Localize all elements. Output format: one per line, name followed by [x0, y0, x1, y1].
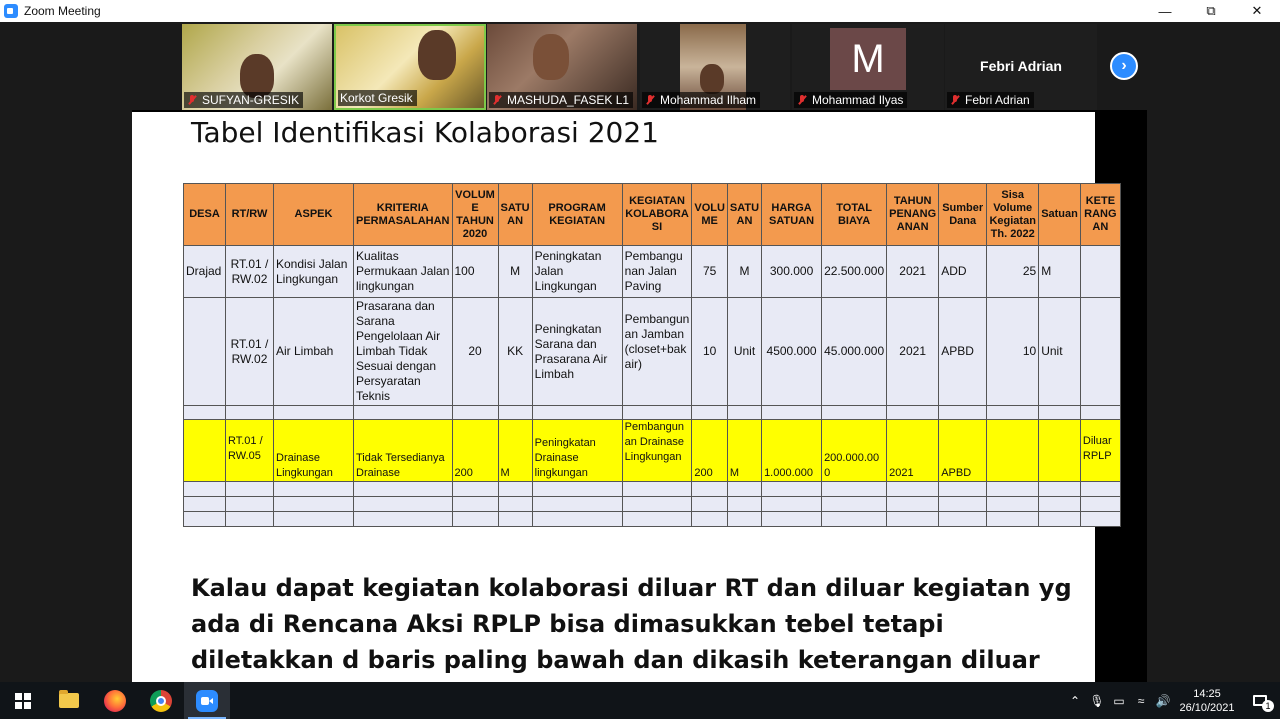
table-cell: 1.000.000 — [762, 420, 822, 482]
participant-nameplate: Mohammad Ilham — [642, 92, 760, 108]
volume-icon[interactable]: 🔊 — [1155, 693, 1171, 708]
participant-avatar: M — [830, 28, 906, 90]
collaboration-table — [183, 183, 1121, 527]
notification-center-button[interactable] — [1240, 682, 1280, 719]
table-header: Sisa Volume Kegiatan Th. 2022 — [987, 184, 1039, 246]
table-row — [184, 298, 1121, 406]
table-cell: 45.000.000 — [822, 298, 887, 406]
table-cell: Diluar RPLP — [1080, 420, 1120, 482]
table-cell: Drainase Lingkungan — [274, 420, 354, 482]
table-cell: Peningkatan Sarana dan Prasarana Air Limbah — [532, 298, 622, 406]
table-header: PROGRAM KEGIATAN — [532, 184, 622, 246]
window-title: Zoom Meeting — [24, 4, 101, 18]
notification-count: 1 — [1262, 700, 1274, 712]
table-header: TOTAL BIAYA — [822, 184, 887, 246]
participant-nameplate: MASHUDA_FASEK L1 — [489, 92, 633, 108]
zoom-icon — [196, 690, 218, 712]
table-cell — [1080, 298, 1120, 406]
table-cell: Peningkatan Jalan Lingkungan — [532, 246, 622, 298]
table-cell: Unit — [1039, 298, 1081, 406]
participant-nameplate: Korkot Gresik — [338, 90, 417, 106]
table-header: TAHUN PENANG ANAN — [887, 184, 939, 246]
participant-nameplate: SUFYAN-GRESIK — [184, 92, 303, 108]
participant-tile[interactable] — [945, 24, 1097, 110]
table-cell: ADD — [939, 246, 987, 298]
participant-tile[interactable] — [640, 24, 790, 110]
table-header: VOLUM E TAHUN 2020 — [452, 184, 498, 246]
table-header-row — [184, 184, 1121, 246]
table-cell: 200 — [692, 420, 728, 482]
windows-start-icon — [15, 693, 31, 709]
wifi-icon[interactable]: ≈ — [1137, 693, 1145, 708]
chevron-up-icon[interactable]: ⌃ — [1069, 693, 1081, 708]
battery-icon[interactable]: ▭ — [1113, 693, 1125, 708]
table-cell: APBD — [939, 298, 987, 406]
table-header: Sumber Dana — [939, 184, 987, 246]
table-cell: 200 — [452, 420, 498, 482]
table-header: KETE RANG AN — [1080, 184, 1120, 246]
minimize-button[interactable]: — — [1158, 3, 1172, 19]
muted-mic-icon — [491, 94, 503, 106]
table-header: HARGA SATUAN — [762, 184, 822, 246]
table-cell: 10 — [987, 298, 1039, 406]
table-cell: RT.01 / RW.05 — [226, 420, 274, 482]
participant-strip — [0, 22, 1280, 110]
table-cell: Pembangun an Jamban (closet+bak air) — [622, 298, 692, 406]
window-titlebar — [0, 0, 1280, 22]
table-header: KEGIATAN KOLABORA SI — [622, 184, 692, 246]
table-cell: RT.01 / RW.02 — [226, 298, 274, 406]
maximize-button[interactable]: ⧉ — [1206, 3, 1216, 18]
table-cell: 10 — [692, 298, 728, 406]
muted-mic-icon — [796, 94, 808, 106]
table-cell: 2021 — [887, 420, 939, 482]
table-header: ASPEK — [274, 184, 354, 246]
table-cell: 22.500.000 — [822, 246, 887, 298]
chrome-icon — [150, 690, 172, 712]
table-cell: M — [727, 420, 761, 482]
table-cell: 2021 — [887, 246, 939, 298]
participant-tile[interactable] — [792, 24, 944, 110]
table-cell: 200.000.00 0 — [822, 420, 887, 482]
muted-mic-icon — [949, 94, 961, 106]
table-row-empty — [184, 497, 1121, 512]
participant-tile[interactable] — [487, 24, 637, 110]
table-header: RT/RW — [226, 184, 274, 246]
taskbar-file-explorer[interactable] — [46, 682, 92, 719]
table-cell — [1080, 246, 1120, 298]
table-header: SATU AN — [727, 184, 761, 246]
table-header: VOLU ME — [692, 184, 728, 246]
taskbar-clock[interactable] — [1174, 687, 1240, 715]
table-cell: M — [498, 420, 532, 482]
taskbar-chrome[interactable] — [138, 682, 184, 719]
windows-taskbar — [0, 682, 1280, 719]
table-cell: Peningkatan Drainase lingkungan — [532, 420, 622, 482]
table-cell: Pembangu nan Jalan Paving — [622, 246, 692, 298]
file-explorer-icon — [59, 693, 79, 708]
next-page-button[interactable]: › — [1110, 52, 1138, 80]
participant-nameplate: Mohammad Ilyas — [794, 92, 907, 108]
table-cell: Unit — [727, 298, 761, 406]
taskbar-zoom[interactable] — [184, 682, 230, 719]
table-cell: 20 — [452, 298, 498, 406]
table-cell — [184, 298, 226, 406]
table-cell: M — [727, 246, 761, 298]
zoom-app-icon — [4, 4, 18, 18]
table-cell: 4500.000 — [762, 298, 822, 406]
table-cell: M — [1039, 246, 1081, 298]
table-cell — [987, 420, 1039, 482]
participant-tile-active-speaker[interactable] — [334, 24, 486, 110]
table-cell: Tidak Tersedianya Drainase — [354, 420, 453, 482]
table-cell: Kualitas Permukaan Jalan lingkungan — [354, 246, 453, 298]
table-row — [184, 246, 1121, 298]
taskbar-firefox[interactable] — [92, 682, 138, 719]
table-cell: Drajad — [184, 246, 226, 298]
table-cell: 25 — [987, 246, 1039, 298]
table-cell: 300.000 — [762, 246, 822, 298]
table-cell: M — [498, 246, 532, 298]
table-cell: Prasarana dan Sarana Pengelolaan Air Limbah Tidak Sesuai dengan Persyaratan Teknis — [354, 298, 453, 406]
table-cell: RT.01 / RW.02 — [226, 246, 274, 298]
participant-nameplate: Febri Adrian — [947, 92, 1034, 108]
table-row-empty — [184, 482, 1121, 497]
table-cell: 2021 — [887, 298, 939, 406]
table-cell: Kondisi Jalan Lingkungan — [274, 246, 354, 298]
clock-time: 14:25 — [1193, 687, 1221, 700]
table-header: Satuan — [1039, 184, 1081, 246]
clock-date: 26/10/2021 — [1179, 701, 1235, 714]
table-row-empty — [184, 406, 1121, 420]
close-button[interactable]: ✕ — [1251, 3, 1263, 18]
table-cell: Air Limbah — [274, 298, 354, 406]
table-header: DESA — [184, 184, 226, 246]
system-tray — [1064, 682, 1280, 719]
table-row-empty — [184, 512, 1121, 527]
table-header: SATU AN — [498, 184, 532, 246]
window-controls — [1142, 0, 1280, 22]
participant-tile[interactable] — [182, 24, 332, 110]
slide-margin — [132, 112, 183, 682]
participant-display-name: Febri Adrian — [980, 58, 1062, 74]
slide-note: Kalau dapat kegiatan kolaborasi diluar RT dan diluar kegiatan yg ada di Rencana Aksi RPLP bisa dimasukkan tebel tetapi diletakkan d baris paling bawah dan dikasih keterangan diluar — [191, 574, 1072, 674]
start-button[interactable] — [0, 682, 46, 719]
muted-mic-icon — [644, 94, 656, 106]
table-cell: 100 — [452, 246, 498, 298]
table-cell: 75 — [692, 246, 728, 298]
table-cell — [184, 420, 226, 482]
microphone-icon[interactable]: 🎙 — [1089, 693, 1105, 708]
firefox-icon — [104, 690, 126, 712]
table-header: KRITERIA PERMASALAHAN — [354, 184, 453, 246]
slide-title: Tabel Identifikasi Kolaborasi 2021 — [191, 116, 659, 149]
table-cell — [1039, 420, 1081, 482]
table-cell: APBD — [939, 420, 987, 482]
table-cell: Pembangun an Drainase Lingkungan — [622, 420, 692, 482]
table-row-highlighted — [184, 420, 1121, 482]
table-cell: KK — [498, 298, 532, 406]
muted-mic-icon — [186, 94, 198, 106]
